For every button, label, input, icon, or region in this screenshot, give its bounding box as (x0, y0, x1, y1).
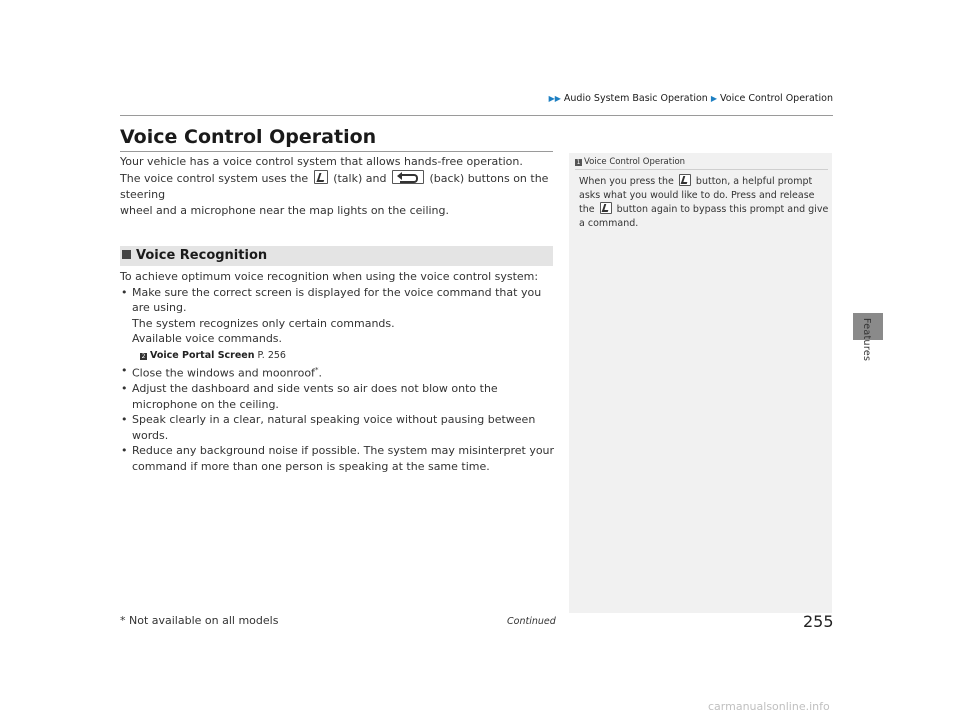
header-rule (120, 115, 833, 116)
bullet-subtext: Available voice commands. (132, 332, 283, 345)
square-bullet-icon (122, 250, 131, 259)
list-item (120, 285, 560, 364)
cross-reference-link[interactable] (140, 350, 286, 361)
back-icon (392, 170, 424, 184)
list-item (120, 412, 560, 443)
triangle-right-icon: ▶ (710, 94, 718, 103)
xref-label: Voice Portal Screen (150, 349, 255, 361)
bullet-text: . (318, 366, 322, 380)
bullet-text: Make sure the correct screen is displayed for the voice command that you are using. (132, 285, 542, 314)
page-number: 255 (803, 612, 834, 631)
page-title: Voice Control Operation (120, 126, 377, 148)
sidebar-title-text: Voice Control Operation (584, 157, 686, 167)
cross-reference-icon: 2 (141, 352, 146, 360)
breadcrumb-item[interactable]: Audio System Basic Operation (563, 93, 708, 104)
bullet-subtext: The system recognizes only certain commands. (132, 316, 395, 330)
sidebar-text-part: button again to bypass this prompt and give a command. (579, 204, 829, 229)
list-item (120, 381, 560, 412)
intro-paragraph (120, 154, 555, 219)
section-lead: To achieve optimum voice recognition when using the voice control system: (120, 270, 539, 283)
watermark: carmanualsonline.info (708, 700, 830, 713)
sidebar-rule (575, 169, 828, 170)
bullet-text: Close the windows and moonroof (132, 366, 315, 380)
bullet-dot-icon: • (121, 382, 128, 396)
bullet-text: Reduce any background noise if possible. The system may misinterpret your command if more than one person is speaking at the same time. (132, 444, 555, 473)
intro-line (120, 170, 555, 203)
intro-text: The voice control system uses the (120, 172, 309, 185)
breadcrumb (515, 93, 833, 104)
talk-icon (314, 170, 328, 184)
footnote-marker: * (314, 366, 319, 374)
bullet-dot-icon: • (121, 364, 128, 377)
bullet-dot-icon: • (121, 285, 128, 299)
bullet-dot-icon: • (121, 444, 128, 458)
list-item (120, 443, 560, 474)
bullet-dot-icon: • (121, 413, 128, 427)
section-heading (120, 246, 553, 266)
continued-label: Continued (507, 616, 556, 627)
sidebar-text-part: When you press the (579, 176, 674, 187)
bullet-list (120, 285, 560, 475)
section-body (120, 269, 560, 474)
bullet-text: Adjust the dashboard and side vents so air does not blow onto the microphone on the ceiling. (132, 382, 498, 411)
section-heading-text: Voice Recognition (136, 248, 268, 263)
title-rule (120, 151, 553, 152)
talk-icon (679, 174, 691, 186)
sidebar-text-part: button, a helpful prompt asks what you would like to do. Press and release the (579, 176, 815, 215)
side-tab-label: Features (861, 318, 872, 362)
note-marker-icon: 1 (576, 159, 581, 166)
bullet-text: Speak clearly in a clear, natural speaking voice without pausing between words. (132, 413, 536, 442)
sidebar-title (575, 157, 685, 167)
talk-icon (600, 202, 612, 214)
sidebar-text (579, 174, 829, 230)
xref-page: P. 256 (257, 349, 286, 361)
intro-line: Your vehicle has a voice control system that allows hands-free operation. (120, 155, 523, 168)
list-item (120, 363, 560, 381)
intro-line: wheel and a microphone near the map lights on the ceiling. (120, 204, 450, 217)
intro-text: (back) buttons on the steering (120, 172, 549, 201)
intro-text: (talk) and (333, 172, 387, 185)
triangle-right-icon: ▶▶ (548, 94, 561, 103)
footnote: * Not available on all models (120, 614, 279, 627)
breadcrumb-item[interactable]: Voice Control Operation (720, 93, 833, 104)
